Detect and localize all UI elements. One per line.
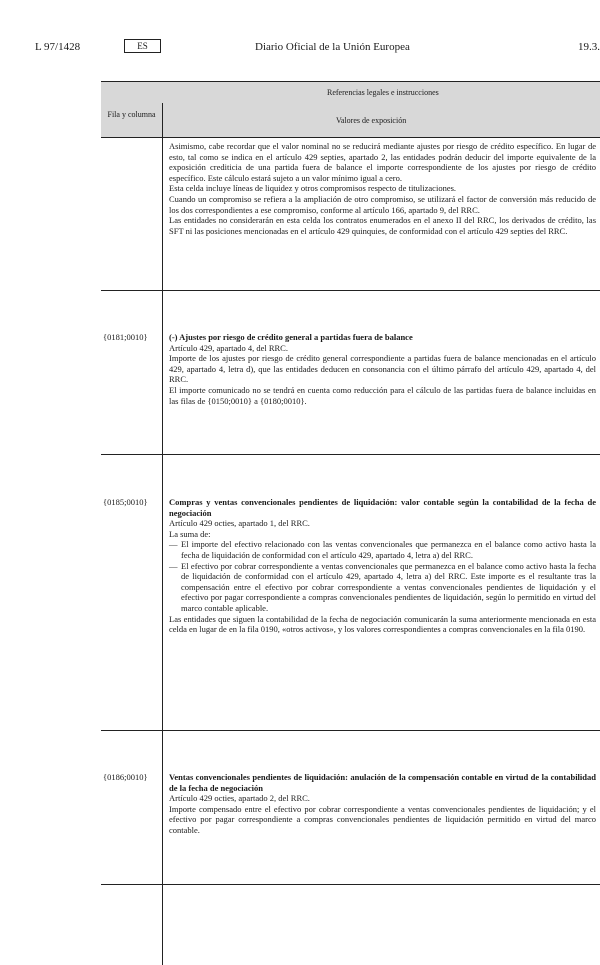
row-divider: [101, 290, 600, 291]
row-paragraph: Importe de los ajustes por riesgo de crédito general correspondiente a partidas fuera de balance mencionadas en el artículo 429, apartado 4, letra d), que las entidades deducen en consonancia con el último párrafo del artículo 429, apartado 4, del RRC.: [169, 353, 596, 385]
row-paragraph: Esta celda incluye líneas de liquidez y otros compromisos respecto de titulizaciones.: [169, 183, 457, 194]
row-bullet-list: [169, 539, 596, 613]
row-paragraph: La suma de:: [169, 528, 211, 539]
table-row: [169, 772, 596, 836]
list-item: — El importe del efectivo relacionado con las ventas convencionales que permanezca en el balance como activo hasta la fecha de liquidación de conformidad con el artículo 429, apartado 4, letra a) del RRC.: [169, 539, 596, 560]
table-row: [169, 332, 596, 406]
row-paragraph: Las entidades que siguen la contabilidad de la fecha de negociación comunicarán la suma anteriormente mencionada en esta celda en lugar de en la fila 0190, «otros activos», y los valores correspondientes a compras convencionales en la fila 0190.: [169, 613, 596, 635]
row-paragraph: Artículo 429 octies, apartado 2, del RRC.: [169, 793, 310, 804]
row-paragraph: Las entidades no considerarán en esta celda los contratos enumerados en el anexo II del RRC, los derivados de crédito, las SFT ni las posiciones mencionadas en el artículo 429 quinquies, de conformidad con el artículo 429 septies del RRC.: [169, 215, 596, 236]
row-title: (-) Ajustes por riesgo de crédito general a partidas fuera de balance: [169, 332, 413, 342]
row-paragraph: El importe comunicado no se tendrá en cuenta como reducción para el cálculo de las partidas fuera de balance incluidas en las filas de {0150;0010} a {0180;0010}.: [169, 384, 596, 406]
row-title: Compras y ventas convencionales pendientes de liquidación: valor contable según la contabilidad de la fecha de negociación: [169, 497, 596, 518]
row-divider: [101, 454, 600, 455]
row-paragraph: Artículo 429, apartado 4, del RRC.: [169, 342, 288, 353]
row-divider: [101, 730, 600, 731]
language-badge: ES: [124, 39, 161, 53]
row-paragraph: Importe compensado entre el efectivo por cobrar correspondiente a ventas convencionales pendientes de liquidación; y el efectivo por pagar correspondiente a compras convencionales pendientes de liquidación permitido en virtud del marco contable.: [169, 803, 596, 835]
page-number: L 97/1428: [35, 41, 81, 53]
row-id: {0185;0010}: [103, 497, 148, 507]
journal-title: Diario Oficial de la Unión Europea: [255, 41, 410, 53]
row-paragraph: Asimismo, cabe recordar que el valor nominal no se reducirá mediante ajustes por riesgo de crédito específico. En lugar de esto, tal como se indica en el artículo 429 septies, apartado 2, las entidades podrán deducir del importe equivalente de la exposición crediticia de una partida fuera de balance el importe correspondiente de los ajustes por riesgo de crédito específico. Este cálculo estará sujeto a un valor mínimo igual a cero.: [169, 141, 596, 183]
row-paragraph: Cuando un compromiso se refiera a la ampliación de otro compromiso, se utilizará el factor de conversión más reducido de los dos correspondientes a ese compromiso, conforme al artículo 166, apartado 9, del RRC.: [169, 193, 596, 215]
publication-date: 19.3.: [578, 41, 600, 53]
column-header-row: Fila y columna: [107, 110, 156, 119]
table-row: [169, 497, 596, 635]
page-header: [35, 38, 600, 56]
row-paragraph: Artículo 429 octies, apartado 1, del RRC.: [169, 518, 310, 529]
column-divider: [162, 103, 163, 965]
row-title: Ventas convencionales pendientes de liquidación: anulación de la compensación contable en virtud de la contabilidad de la fecha de negociación: [169, 772, 596, 793]
row-divider: [101, 884, 600, 885]
row-id: {0186;0010}: [103, 772, 148, 782]
list-item: — El efectivo por cobrar correspondiente a ventas convencionales que permanezca en el balance como activo hasta la fecha de liquidación de conformidad con el artículo 429, apartado 4, letra a) del RRC. Este importe es el resultante tras la compensación entre el efectivo por cobrar correspondiente a ventas convencionales pendientes de liquidación y el efectivo por pagar correspondiente a compras convencionales pendientes de liquidación, según lo permitido en virtud del marco contable aplicable.: [169, 561, 596, 614]
header-legal-references: Referencias legales e instrucciones: [327, 88, 439, 97]
table-header-columns: [101, 103, 600, 138]
column-header-values: Valores de exposición: [336, 116, 407, 125]
row-id: {0181;0010}: [103, 332, 148, 342]
table-header-top: [101, 81, 600, 104]
table-row: [169, 141, 596, 236]
